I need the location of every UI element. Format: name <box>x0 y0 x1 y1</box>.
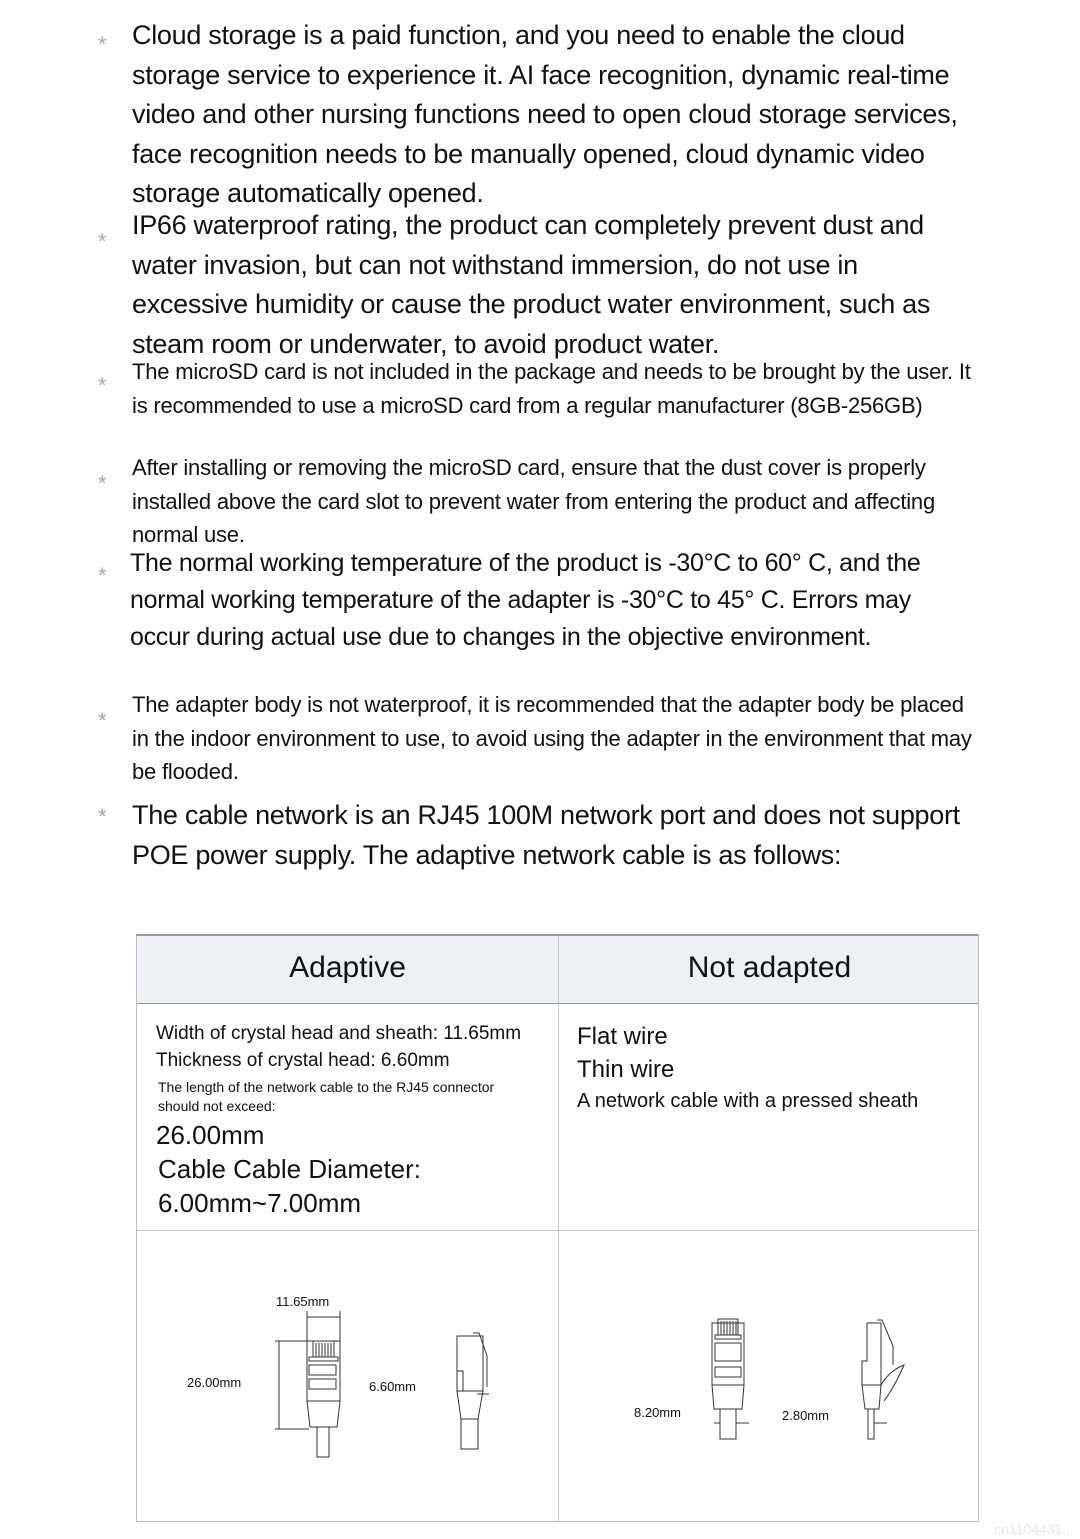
bullet-star-icon: * <box>98 32 107 57</box>
note-text: The normal working temperature of the product is -30°C to 60° C, and the normal working temperature of the adapter is -30°C to 45° C. Errors may occur during actual use due to changes in the objective environment. <box>130 549 921 651</box>
spec-length-value: 26.00mm <box>156 1120 265 1150</box>
bullet-star-icon: * <box>98 563 107 588</box>
cable-compatibility-table <box>136 934 979 1522</box>
not-adapted-thin-wire: Thin wire <box>577 1056 675 1083</box>
note-text: The cable network is an RJ45 100M network port and does not support POE power supply. The adaptive network cable is as follows: <box>132 800 960 870</box>
note-text: IP66 waterproof rating, the product can completely prevent dust and water invasion, but can not withstand immersion, do not use in excessive humidity or cause the product water environment, such as steam room or underwater, to avoid product water. <box>132 210 931 359</box>
spec-length-label: The length of the network cable to the RJ45 connector <box>158 1079 495 1095</box>
bullet-star-icon: * <box>98 804 107 829</box>
note-text: The microSD card is not included in the package and needs to be brought by the user. It is recommended to use a microSD card from a regular manufacturer (8GB-256GB) <box>132 359 971 418</box>
bullet-star-icon: * <box>98 229 107 254</box>
note-text: The adapter body is not waterproof, it is recommended that the adapter body be placed in the indoor environment to use, to avoid using the adapter in the environment that may be flooded. <box>132 692 972 784</box>
not-adapted-connector-diagram <box>559 1231 980 1523</box>
adaptive-specs-cell <box>156 1020 551 1220</box>
label-flat-thickness: 2.80mm <box>782 1408 829 1423</box>
bullet-star-icon: * <box>98 708 107 733</box>
not-adapted-cell <box>577 1020 972 1116</box>
spec-length-label-2: should not exceed: <box>158 1098 276 1114</box>
bullet-star-icon: * <box>98 373 107 398</box>
label-flat-width: 8.20mm <box>634 1405 681 1420</box>
spec-width: Width of crystal head and sheath: 11.65mm <box>156 1023 522 1044</box>
not-adapted-flat-wire: Flat wire <box>577 1023 668 1050</box>
not-adapted-pressed-sheath: A network cable with a pressed sheath <box>577 1090 919 1112</box>
watermark: cn1104431... <box>994 1521 1074 1537</box>
rj45-front-view-icon <box>137 1231 558 1523</box>
header-not-adapted: Not adapted <box>687 951 852 984</box>
adaptive-connector-diagram <box>137 1231 558 1523</box>
flat-cable-connector-icon <box>559 1231 980 1523</box>
header-adaptive: Adaptive <box>289 951 406 984</box>
spec-diameter-label: Cable Cable Diameter: <box>158 1154 422 1184</box>
spec-thickness: Thickness of crystal head: 6.60mm <box>156 1050 450 1071</box>
note-text: Cloud storage is a paid function, and you need to enable the cloud storage service to experience it. AI face recognition, dynamic real-time video and other nursing functions need to open cloud storage services, face recognition needs to be manually opened, cloud dynamic video storage automatically opened. <box>132 20 958 208</box>
label-thickness: 6.60mm <box>369 1379 416 1394</box>
note-text: After installing or removing the microSD card, ensure that the dust cover is properly installed above the card slot to prevent water from entering the product and affecting normal use. <box>132 455 935 547</box>
label-width: 11.65mm <box>276 1294 330 1309</box>
bullet-star-icon: * <box>98 471 107 496</box>
spec-diameter-value: 6.00mm~7.00mm <box>158 1188 362 1218</box>
label-length: 26.00mm <box>187 1375 242 1390</box>
